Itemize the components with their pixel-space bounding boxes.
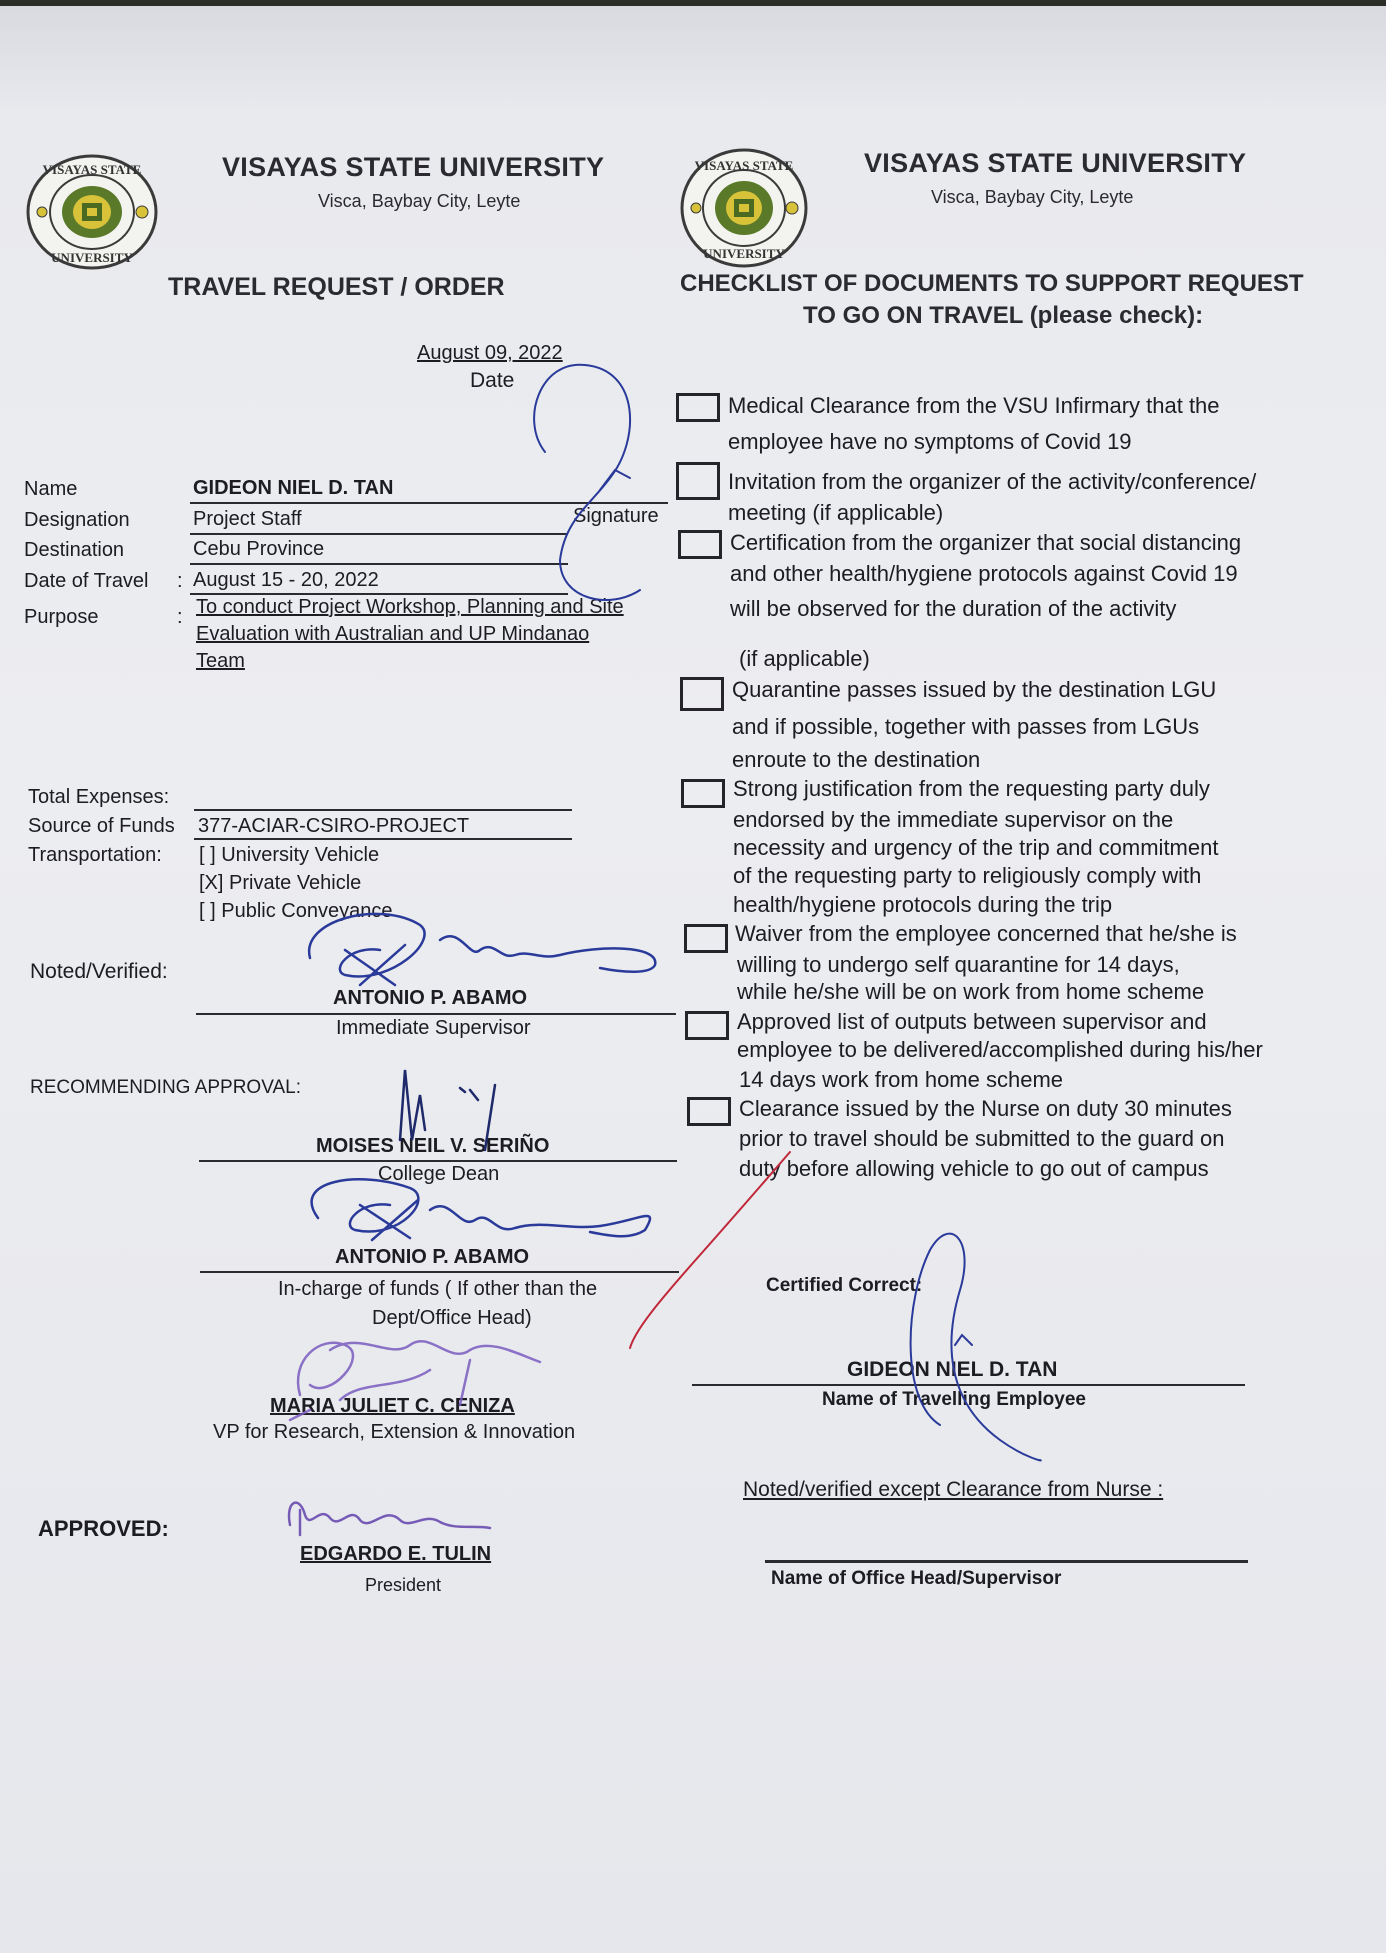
transport-option-public: [ ] Public Conveyance [199,900,393,922]
president-name: EDGARDO E. TULIN [300,1543,492,1565]
university-seal-left-icon [24,152,160,272]
checklist-item-4-line-3: enroute to the destination [732,747,981,772]
date-of-travel-underline [190,593,568,595]
funds-incharge-signature [312,1179,650,1240]
checklist-item-7-line-3: 14 days work from home scheme [739,1067,1064,1092]
university-address-left: Visca, Baybay City, Leyte [318,191,521,211]
svg-text:VISAYAS STATE: VISAYAS STATE [694,158,794,173]
approved-label: APPROVED: [38,1516,169,1541]
checklist-item-7-line-2: employee to be delivered/accomplished during his/her [737,1037,1263,1062]
checklist-checkbox-5[interactable] [681,779,725,808]
svg-text:VISAYAS STATE: VISAYAS STATE [42,162,142,177]
recommending-approval-label: RECOMMENDING APPROVAL: [30,1077,301,1098]
designation-value: Project Staff [193,508,302,530]
checklist-checkbox-1[interactable] [676,393,720,422]
checklist-item-5-line-2: endorsed by the immediate supervisor on the [733,807,1174,832]
destination-label: Destination [24,539,125,561]
total-expenses-underline [194,809,572,811]
travelling-employee-name: GIDEON NIEL D. TAN [847,1358,1058,1381]
purpose-line-2: Evaluation with Australian and UP Mindanao [196,623,590,645]
designation-underline [190,533,568,535]
certified-correct-label: Certified Correct: [766,1275,923,1296]
checklist-item-3-line-3: will be observed for the duration of the activity [730,596,1177,621]
checklist-title-line1: CHECKLIST OF DOCUMENTS TO SUPPORT REQUEST [680,270,1304,297]
checklist-checkbox-4[interactable] [680,677,724,711]
funds-incharge-title-line2: Dept/Office Head) [372,1307,532,1329]
date-of-travel-value: August 15 - 20, 2022 [193,569,379,591]
checklist-item-5-line-5: health/hygiene protocols during the trip [733,892,1113,917]
transport-option-private: [X] Private Vehicle [199,872,362,894]
checklist-item-3-line-2: and other health/hygiene protocols against Covid 19 [730,561,1238,586]
checklist-item-8-line-1: Clearance issued by the Nurse on duty 30 minutes [739,1096,1232,1121]
designation-label: Designation [24,509,130,531]
checklist-item-8-line-3: duty before allowing vehicle to go out of campus [739,1156,1209,1181]
university-name-left: VISAYAS STATE UNIVERSITY [222,152,605,182]
travelling-employee-title: Name of Travelling Employee [822,1389,1086,1410]
checklist-checkbox-8[interactable] [687,1097,731,1126]
funds-incharge-title-line1: In-charge of funds ( If other than the [278,1278,598,1300]
vp-name: MARIA JULIET C. CENIZA [270,1395,515,1417]
name-underline [190,502,668,504]
checklist-item-8-line-2: prior to travel should be submitted to the guard on [739,1126,1225,1151]
university-address-right: Visca, Baybay City, Leyte [931,187,1134,207]
dean-signature-line [199,1160,677,1162]
transportation-label: Transportation: [28,844,162,866]
checklist-checkbox-6[interactable] [684,924,728,953]
destination-underline [190,563,568,565]
president-title: President [365,1575,442,1595]
funds-incharge-name: ANTONIO P. ABAMO [335,1246,530,1268]
noted-verified-label: Noted/Verified: [30,960,168,983]
total-expenses-label: Total Expenses: [28,786,170,808]
checklist-item-6-line-2: willing to undergo self quarantine for 14 days, [737,952,1180,977]
name-label: Name [24,478,78,500]
dean-name: MOISES NEIL V. SERIÑO [316,1135,550,1157]
checklist-item-4-line-2: and if possible, together with passes from LGUs [732,714,1200,739]
checklist-item-2-line-2: meeting (if applicable) [728,500,944,525]
date-of-travel-label: Date of Travel [24,570,149,592]
checklist-checkbox-3[interactable] [678,530,722,559]
purpose-line-1: To conduct Project Workshop, Planning and Site [196,596,624,618]
checklist-item-4-line-1: Quarantine passes issued by the destination LGU [732,677,1217,702]
purpose-colon: : [177,606,183,628]
checklist-item-7-line-1: Approved list of outputs between supervisor and [737,1009,1207,1034]
employee-signature-line [692,1384,1245,1386]
date-of-travel-colon: : [177,570,183,592]
purpose-label: Purpose [24,606,99,628]
supervisor-signature-line [196,1013,676,1015]
checklist-item-1-line-1: Medical Clearance from the VSU Infirmary that the [728,393,1220,418]
destination-value: Cebu Province [193,538,325,560]
checklist-checkbox-2[interactable] [676,462,720,500]
source-of-funds-label: Source of Funds [28,815,175,837]
noted-except-nurse-label: Noted/verified except Clearance from Nurse : [743,1478,1164,1501]
supervisor-signature [309,914,655,985]
vp-title: VP for Research, Extension & Innovation [213,1421,576,1443]
checklist-checkbox-7[interactable] [685,1011,729,1040]
checklist-item-2-line-1: Invitation from the organizer of the activity/conference/ [728,469,1257,494]
checklist-item-5-line-4: of the requesting party to religiously comply with [733,863,1202,888]
university-seal-right-icon [676,148,812,268]
university-name-right: VISAYAS STATE UNIVERSITY [864,148,1247,178]
checklist-title-line2: TO GO ON TRAVEL (please check): [803,302,1204,329]
form-title: TRAVEL REQUEST / ORDER [168,273,505,301]
source-of-funds-underline [194,838,572,840]
svg-text:UNIVERSITY: UNIVERSITY [51,250,133,265]
checklist-item-5-line-1: Strong justification from the requesting party duly [733,776,1210,801]
office-head-title: Name of Office Head/Supervisor [771,1568,1062,1589]
signature-label: Signature [573,505,659,527]
checklist-item-6-line-3: while he/she will be on work from home scheme [737,979,1205,1004]
checklist-item-1-line-2: employee have no symptoms of Covid 19 [728,429,1132,454]
supervisor-name: ANTONIO P. ABAMO [333,987,528,1009]
purpose-line-3: Team [196,650,245,672]
president-signature [289,1503,490,1535]
checklist-item-3-line-4: (if applicable) [739,646,870,671]
office-head-signature-line [765,1560,1248,1563]
request-date: August 09, 2022 [417,342,563,364]
date-label: Date [470,369,515,392]
svg-text:UNIVERSITY: UNIVERSITY [703,246,785,261]
name-value: GIDEON NIEL D. TAN [193,477,394,499]
transport-option-university: [ ] University Vehicle [199,844,380,866]
page-top-edge [0,0,1386,6]
funds-signature-line [200,1271,679,1273]
checklist-item-3-line-1: Certification from the organizer that social distancing [730,530,1242,555]
certified-employee-signature [911,1234,1041,1461]
checklist-item-5-line-3: necessity and urgency of the trip and commitment [733,835,1219,860]
supervisor-title: Immediate Supervisor [336,1017,531,1039]
checklist-item-6-line-1: Waiver from the employee concerned that he/she is [735,921,1237,946]
dean-title: College Dean [378,1163,500,1185]
source-of-funds-value: 377-ACIAR-CSIRO-PROJECT [198,815,470,837]
